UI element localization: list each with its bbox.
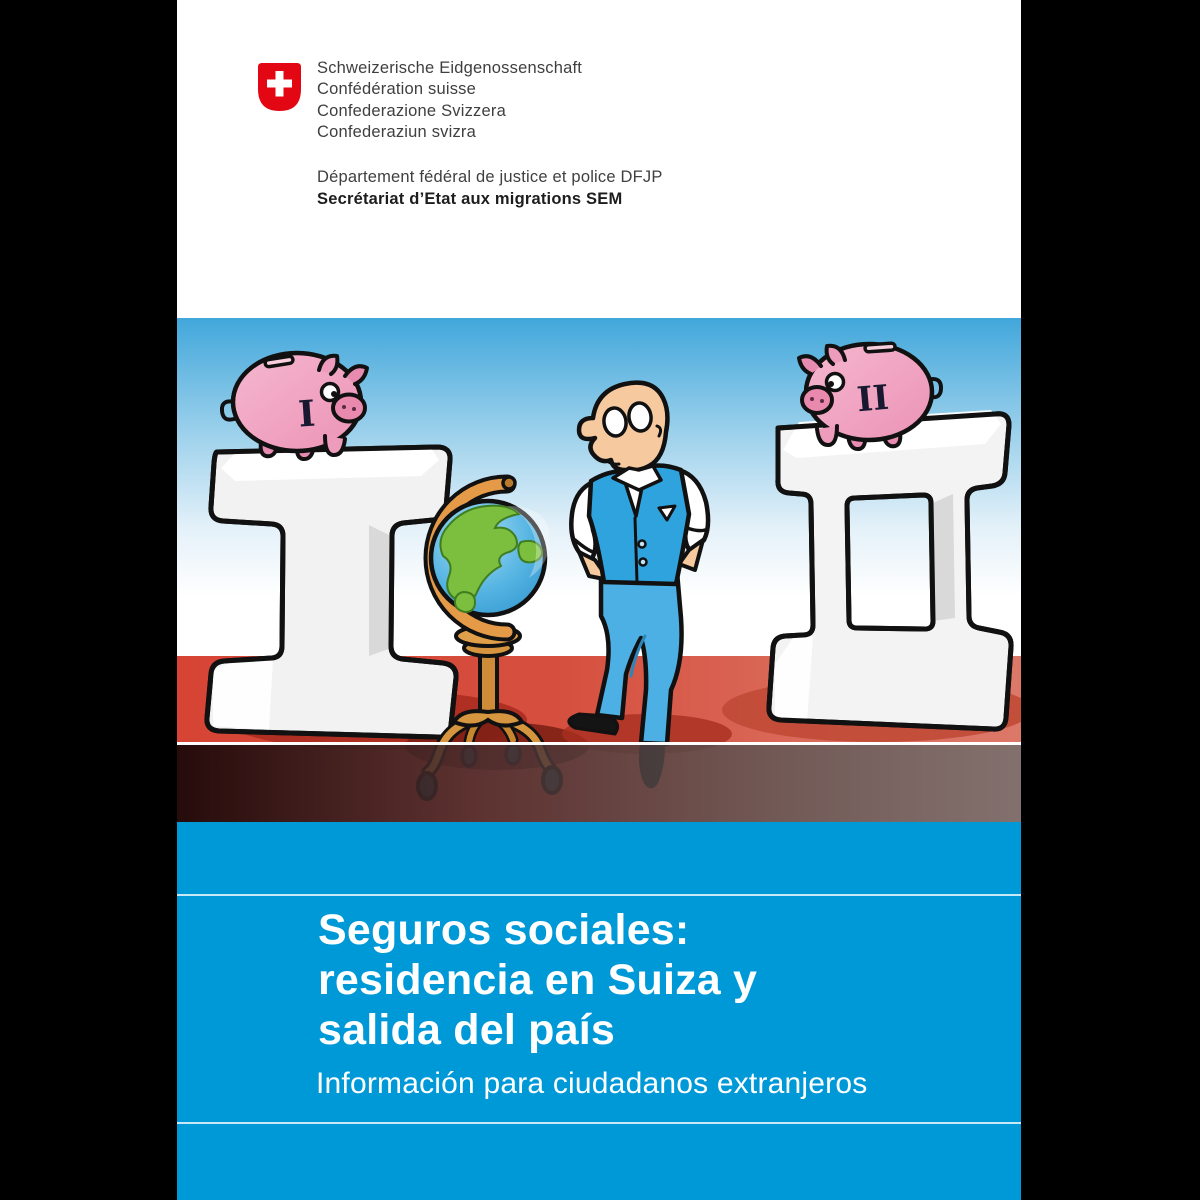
continent [455,592,475,612]
ring-top-pin [503,477,515,489]
cover-subtitle: Información para ciudadanos extranjeros [316,1067,868,1100]
piggy-right-numeral: II [855,377,891,421]
cover-page [177,0,1021,1200]
piggy-left-numeral: I [296,392,317,436]
pig-snout [333,395,365,422]
cover-title [318,905,757,1055]
swiss-cross-icon [258,63,301,111]
pig-pupil [331,391,337,397]
title-panel [177,822,1021,1200]
logo-line: Schweizerische Eidgenossenschaft [317,59,583,77]
logo-line: Confederazione Svizzera [317,101,506,120]
left-black-bar [0,0,177,1200]
vest-button [639,541,646,548]
cover-illustration [177,318,1021,822]
pig-nostril [342,405,346,409]
federal-header [177,0,1021,318]
logo-line: Confédération suisse [317,80,477,99]
divider-line-bottom [177,1122,1021,1124]
pig-nostril [810,397,814,401]
divider-line-top [177,894,1021,896]
department-line: Département fédéral de justice et police DFJP [317,168,663,186]
office-line: Secrétariat d’Etat aux migrations SEM [317,189,623,208]
logo-line: Confederaziun svizra [317,123,476,142]
gradient-overlay-bar [177,745,1021,822]
coin-slot [865,343,895,352]
title-line: residencia en Suiza y [318,956,758,1004]
white-separator-line [177,742,1021,745]
vest-seam [635,518,637,582]
confederation-wordmark [317,58,582,144]
department-block [317,167,663,210]
pig-leg-front [325,436,345,455]
vest-button [640,559,647,566]
pig-nostril [820,399,824,403]
pig-pupil [828,381,834,387]
title-line: Seguros sociales: [318,906,690,954]
pig-leg-front [817,426,837,445]
right-black-bar [1021,0,1200,1200]
pig-snout [802,387,832,413]
globe-sphere [431,501,550,615]
pig-nostril [352,407,356,411]
title-line: salida del país [318,1006,615,1054]
